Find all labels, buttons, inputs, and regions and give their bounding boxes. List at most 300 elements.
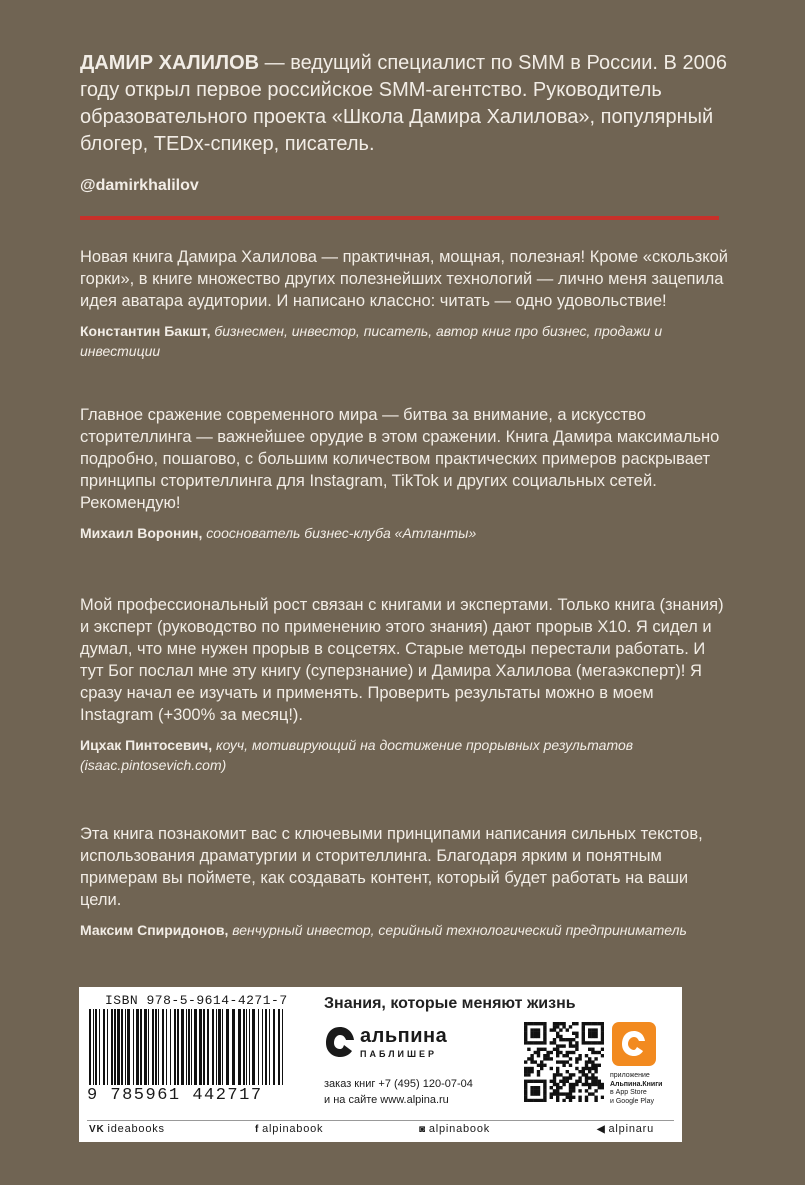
qr-module: [553, 1083, 556, 1086]
qr-module: [524, 1080, 527, 1083]
qr-module: [594, 1096, 597, 1099]
social-vk: [89, 1123, 165, 1135]
qr-module: [550, 1051, 553, 1054]
qr-module: [572, 1096, 575, 1099]
qr-module: [569, 1044, 572, 1047]
qr-module: [534, 1051, 537, 1054]
quote-text: Главное сражение современного мира — битва за внимание, а искусство сторителлинга — важнейшее орудие в этом сражении. Книга Дамира максимально подробно, пошагово, с большим количеством практических примеров раскрывает принципы сторителлинга для Instagram, TikTok и других социальных сетей. Рекомендую!: [80, 406, 720, 512]
tagline: Знания, которые меняют жизнь: [324, 995, 576, 1012]
qr-module: [594, 1041, 597, 1044]
qr-module: [530, 1070, 533, 1073]
qr-module: [575, 1044, 578, 1047]
qr-module: [566, 1054, 569, 1057]
qr-module: [543, 1022, 546, 1025]
qr-module: [546, 1057, 549, 1060]
qr-module: [588, 1041, 591, 1044]
qr-module: [559, 1060, 562, 1063]
qr-module: [534, 1028, 537, 1031]
barcode-bar: [133, 1009, 134, 1085]
barcode-bar: [199, 1009, 202, 1085]
barcode-bar: [140, 1009, 142, 1085]
qr-module: [524, 1083, 527, 1086]
qr-module: [601, 1022, 604, 1025]
qr-module: [543, 1025, 546, 1028]
qr-module: [585, 1083, 588, 1086]
qr-module: [530, 1032, 533, 1035]
qr-module: [582, 1073, 585, 1076]
qr-module: [556, 1044, 559, 1047]
qr-module: [582, 1025, 585, 1028]
qr-module: [575, 1060, 578, 1063]
social-label: alpinabook: [428, 1123, 491, 1135]
quote-author-role: коуч, мотивирующий на достижение прорывных результатов (isaac.pintosevich.com): [80, 737, 634, 773]
quote-author-name: Михаил Воронин,: [80, 525, 203, 541]
qr-module: [537, 1089, 540, 1092]
qr-module: [556, 1086, 559, 1089]
qr-module: [537, 1022, 540, 1025]
qr-module: [543, 1099, 546, 1102]
qr-module: [591, 1083, 594, 1086]
qr-module: [556, 1025, 559, 1028]
qr-module: [572, 1083, 575, 1086]
qr-module: [585, 1067, 588, 1070]
qr-module: [553, 1022, 556, 1025]
qr-module: [553, 1041, 556, 1044]
qr-module: [578, 1054, 581, 1057]
qr-module: [572, 1044, 575, 1047]
qr-module: [588, 1060, 591, 1063]
qr-module: [527, 1048, 530, 1051]
qr-module: [524, 1086, 527, 1089]
qr-module: [559, 1092, 562, 1095]
barcode-bar: [226, 1009, 229, 1085]
qr-module: [569, 1099, 572, 1102]
qr-module: [543, 1080, 546, 1083]
qr-module: [572, 1032, 575, 1035]
qr-module: [530, 1067, 533, 1070]
qr-module: [585, 1054, 588, 1057]
qr-module: [524, 1022, 527, 1025]
qr-module: [540, 1064, 543, 1067]
barcode-bar: [158, 1009, 159, 1085]
qr-module: [559, 1044, 562, 1047]
qr-module: [569, 1064, 572, 1067]
qr-module: [585, 1064, 588, 1067]
isbn-label: ISBN 978-5-9614-4271-7: [105, 993, 288, 1008]
vk-icon: VK: [89, 1123, 105, 1135]
qr-module: [553, 1092, 556, 1095]
qr-module: [546, 1054, 549, 1057]
qr-module: [575, 1048, 578, 1051]
app-name: Альпина.Книги: [610, 1080, 663, 1088]
qr-module: [601, 1025, 604, 1028]
author-bio-line1: — ведущий специалист по SMM в России.: [259, 52, 658, 74]
qr-module: [543, 1028, 546, 1031]
barcode-bar: [238, 1009, 241, 1085]
qr-module: [601, 1083, 604, 1086]
qr-module: [530, 1028, 533, 1031]
qr-module: [534, 1086, 537, 1089]
author-bio: [80, 50, 730, 158]
qr-module: [530, 1092, 533, 1095]
qr-module: [543, 1038, 546, 1041]
qr-module: [594, 1057, 597, 1060]
barcode-bar: [121, 1009, 123, 1085]
qr-module: [534, 1022, 537, 1025]
qr-module: [588, 1057, 591, 1060]
qr-module: [537, 1086, 540, 1089]
qr-module: [543, 1083, 546, 1086]
qr-module: [582, 1083, 585, 1086]
qr-module: [601, 1086, 604, 1089]
barcode-bar: [162, 1009, 164, 1085]
quote-signature: [80, 523, 730, 543]
qr-module: [543, 1092, 546, 1095]
barcode-bar: [216, 1009, 217, 1085]
qr-module: [559, 1022, 562, 1025]
qr-module: [524, 1035, 527, 1038]
qr-module: [556, 1054, 559, 1057]
barcode-bar: [103, 1009, 105, 1085]
qr-module: [569, 1083, 572, 1086]
qr-module: [562, 1054, 565, 1057]
qr-module: [537, 1041, 540, 1044]
qr-module: [572, 1086, 575, 1089]
barcode-bar: [218, 1009, 221, 1085]
qr-module: [553, 1080, 556, 1083]
qr-module: [588, 1028, 591, 1031]
logo-subtitle: ПАБЛИШЕР: [360, 1049, 438, 1059]
qr-module: [588, 1067, 591, 1070]
quote-author-name: Максим Спиридонов,: [80, 922, 229, 938]
qr-module: [598, 1086, 601, 1089]
order-website: и на сайте www.alpina.ru: [324, 1094, 449, 1106]
qr-module: [534, 1080, 537, 1083]
barcode-bar: [249, 1009, 250, 1085]
qr-module: [575, 1067, 578, 1070]
barcode-bar: [282, 1009, 283, 1085]
qr-module: [598, 1064, 601, 1067]
barcode: [87, 1009, 287, 1087]
quote-author-role: сооснователь бизнес-клуба «Атланты»: [202, 525, 477, 541]
qr-module: [550, 1080, 553, 1083]
qr-module: [591, 1032, 594, 1035]
qr-module: [566, 1070, 569, 1073]
barcode-bar: [93, 1009, 94, 1085]
quote-author-role: венчурный инвестор, серийный технологический предприниматель: [228, 922, 687, 938]
qr-module: [585, 1099, 588, 1102]
qr-module: [530, 1086, 533, 1089]
qr-module: [537, 1080, 540, 1083]
qr-module: [559, 1080, 562, 1083]
qr-module: [559, 1035, 562, 1038]
barcode-bar: [186, 1009, 187, 1085]
barcode-bar: [125, 1009, 126, 1085]
barcode-bar: [258, 1009, 259, 1085]
qr-module: [556, 1032, 559, 1035]
qr-module: [572, 1051, 575, 1054]
barcode-bar: [207, 1009, 209, 1085]
qr-module: [553, 1073, 556, 1076]
barcode-bar: [114, 1009, 116, 1085]
qr-module: [575, 1083, 578, 1086]
qr-module: [575, 1057, 578, 1060]
qr-module: [530, 1080, 533, 1083]
barcode-bar: [269, 1009, 270, 1085]
qr-module: [553, 1038, 556, 1041]
qr-module: [530, 1054, 533, 1057]
qr-module: [591, 1073, 594, 1076]
qr-module: [585, 1096, 588, 1099]
barcode-bar: [265, 1009, 267, 1085]
qr-module: [588, 1048, 591, 1051]
qr-module: [537, 1054, 540, 1057]
barcode-bar: [127, 1009, 130, 1085]
qr-module: [569, 1025, 572, 1028]
qr-module: [543, 1032, 546, 1035]
qr-module: [534, 1060, 537, 1063]
qr-module: [569, 1086, 572, 1089]
qr-module: [550, 1041, 553, 1044]
qr-module: [524, 1060, 527, 1063]
qr-module: [556, 1092, 559, 1095]
quote-spiridonov: [80, 823, 730, 940]
qr-module: [588, 1076, 591, 1079]
barcode-bar: [170, 1009, 171, 1085]
barcode-bar: [232, 1009, 235, 1085]
qr-module: [572, 1089, 575, 1092]
qr-module: [534, 1035, 537, 1038]
qr-module: [543, 1064, 546, 1067]
quote-pintosevich: [80, 594, 730, 775]
qr-module: [566, 1051, 569, 1054]
qr-module: [569, 1076, 572, 1079]
qr-module: [585, 1080, 588, 1083]
barcode-bar: [155, 1009, 157, 1085]
qr-module: [594, 1099, 597, 1102]
barcode-bar: [107, 1009, 108, 1085]
qr-module: [530, 1022, 533, 1025]
qr-module: [569, 1038, 572, 1041]
barcode-bar: [246, 1009, 247, 1085]
qr-module: [537, 1032, 540, 1035]
social-divider: [87, 1120, 674, 1121]
qr-module: [569, 1096, 572, 1099]
social-facebook: [255, 1123, 323, 1135]
qr-module: [562, 1060, 565, 1063]
qr-module: [575, 1035, 578, 1038]
quote-text: Новая книга Дамира Халилова — практичная, мощная, полезная! Кроме «скользкой горки», в книге множество других полезнейших технологий — лично меня зацепила идея аватара аудитории. И написано классно: читать — одно удовольствие!: [80, 248, 729, 310]
qr-module: [588, 1083, 591, 1086]
quote-signature: [80, 920, 730, 940]
qr-module: [582, 1035, 585, 1038]
qr-module: [537, 1092, 540, 1095]
qr-module: [588, 1070, 591, 1073]
qr-module: [527, 1099, 530, 1102]
red-divider: [80, 216, 719, 220]
qr-module: [553, 1025, 556, 1028]
qr-module: [530, 1089, 533, 1092]
order-info: [324, 1076, 473, 1108]
qr-module: [556, 1096, 559, 1099]
qr-module: [585, 1022, 588, 1025]
qr-module: [588, 1032, 591, 1035]
qr-module: [591, 1064, 594, 1067]
qr-module: [546, 1051, 549, 1054]
qr-module: [543, 1048, 546, 1051]
qr-module: [562, 1092, 565, 1095]
qr-module: [585, 1076, 588, 1079]
author-name: ДАМИР ХАЛИЛОВ: [80, 52, 260, 74]
qr-module: [594, 1089, 597, 1092]
qr-module: [562, 1025, 565, 1028]
qr-module: [594, 1080, 597, 1083]
qr-module: [575, 1022, 578, 1025]
qr-module: [582, 1041, 585, 1044]
qr-module: [556, 1048, 559, 1051]
qr-module: [591, 1022, 594, 1025]
qr-module: [524, 1028, 527, 1031]
qr-module: [559, 1051, 562, 1054]
qr-module: [582, 1028, 585, 1031]
qr-module: [575, 1032, 578, 1035]
qr-module: [524, 1099, 527, 1102]
qr-module: [530, 1035, 533, 1038]
author-bio-rest: В 2006 году открыл первое российское SMM-агентство. Руководитель образовательного проекта «Школа Дамира Халилова», популярный блогер, TEDx-спикер, писатель.: [80, 52, 727, 155]
qr-module: [559, 1038, 562, 1041]
qr-module: [601, 1096, 604, 1099]
qr-module: [582, 1022, 585, 1025]
qr-module: [559, 1028, 562, 1031]
qr-module: [598, 1083, 601, 1086]
qr-module: [562, 1044, 565, 1047]
qr-module: [524, 1089, 527, 1092]
qr-module: [540, 1067, 543, 1070]
barcode-bar: [174, 1009, 176, 1085]
qr-module: [594, 1064, 597, 1067]
qr-module: [527, 1057, 530, 1060]
qr-module: [591, 1092, 594, 1095]
social-label: alpinaru: [608, 1123, 655, 1135]
qr-module: [591, 1035, 594, 1038]
barcode-bar: [99, 1009, 100, 1085]
qr-module: [543, 1089, 546, 1092]
barcode-bar: [273, 1009, 275, 1085]
qr-module: [598, 1051, 601, 1054]
qr-module: [537, 1064, 540, 1067]
qr-code: [524, 1022, 604, 1102]
qr-module: [594, 1076, 597, 1079]
qr-module: [540, 1099, 543, 1102]
barcode-bar: [166, 1009, 167, 1085]
qr-module: [537, 1051, 540, 1054]
qr-module: [572, 1022, 575, 1025]
barcode-bar: [203, 1009, 205, 1085]
qr-module: [601, 1035, 604, 1038]
qr-module: [566, 1060, 569, 1063]
qr-module: [591, 1048, 594, 1051]
qr-module: [537, 1048, 540, 1051]
qr-module: [569, 1073, 572, 1076]
qr-module: [591, 1028, 594, 1031]
qr-module: [537, 1070, 540, 1073]
qr-module: [578, 1070, 581, 1073]
qr-module: [601, 1028, 604, 1031]
qr-module: [537, 1028, 540, 1031]
qr-module: [598, 1080, 601, 1083]
qr-module: [582, 1070, 585, 1073]
qr-module: [553, 1048, 556, 1051]
qr-module: [524, 1025, 527, 1028]
qr-module: [556, 1070, 559, 1073]
barcode-bar: [278, 1009, 280, 1085]
qr-module: [601, 1041, 604, 1044]
qr-module: [556, 1089, 559, 1092]
barcode-bar: [222, 1009, 223, 1085]
qr-module: [556, 1060, 559, 1063]
qr-module: [594, 1070, 597, 1073]
quote-author-role: бизнесмен, инвестор, писатель, автор книг про бизнес, продажи и инвестиции: [80, 323, 663, 359]
qr-module: [566, 1092, 569, 1095]
qr-module: [537, 1099, 540, 1102]
qr-module: [524, 1067, 527, 1070]
qr-module: [566, 1076, 569, 1079]
qr-module: [591, 1051, 594, 1054]
qr-module: [582, 1038, 585, 1041]
barcode-bar: [212, 1009, 214, 1085]
social-telegram: [597, 1123, 654, 1135]
barcode-bar: [188, 1009, 190, 1085]
qr-module: [591, 1041, 594, 1044]
qr-module: [550, 1067, 553, 1070]
qr-module: [537, 1035, 540, 1038]
barcode-bar: [144, 1009, 147, 1085]
qr-module: [562, 1099, 565, 1102]
qr-module: [562, 1083, 565, 1086]
qr-module: [540, 1022, 543, 1025]
qr-module: [534, 1092, 537, 1095]
qr-module: [588, 1035, 591, 1038]
social-label: ideabooks: [107, 1123, 165, 1135]
qr-module: [572, 1038, 575, 1041]
quote-text: Мой профессиональный рост связан с книгами и экспертами. Только книга (знания) и эксперт (руководство по применению этого знания) дают прорыв Х10. Я сидел и думал, что мне нужен прорыв в соцсетях. Старые методы перестали работать. И тут Бог послал мне эту книгу (суперзнание) и Дамира Халилова (мегаэксперт)! Я сразу начал ее изучать и применять. Проверить результаты можно в моем Instagram (+300% за месяц!).: [80, 596, 724, 724]
quote-bakshst: [80, 246, 730, 361]
qr-module: [543, 1086, 546, 1089]
qr-module: [594, 1067, 597, 1070]
qr-module: [598, 1022, 601, 1025]
quote-voronin: [80, 404, 730, 543]
alpina-books-app-icon: [612, 1022, 656, 1066]
barcode-bar: [95, 1009, 97, 1085]
qr-module: [591, 1060, 594, 1063]
qr-module: [601, 1054, 604, 1057]
alpina-logo-icon: [324, 1025, 356, 1059]
qr-module: [556, 1067, 559, 1070]
qr-module: [594, 1035, 597, 1038]
qr-module: [527, 1073, 530, 1076]
qr-module: [550, 1028, 553, 1031]
qr-module: [530, 1099, 533, 1102]
barcode-bar: [262, 1009, 263, 1085]
qr-module: [527, 1022, 530, 1025]
app-store-text: [610, 1072, 680, 1106]
quote-signature: [80, 735, 730, 775]
qr-module: [569, 1092, 572, 1095]
barcode-bar: [117, 1009, 120, 1085]
qr-module: [537, 1073, 540, 1076]
social-label: alpinabook: [262, 1123, 324, 1135]
barcode-bar: [136, 1009, 139, 1085]
